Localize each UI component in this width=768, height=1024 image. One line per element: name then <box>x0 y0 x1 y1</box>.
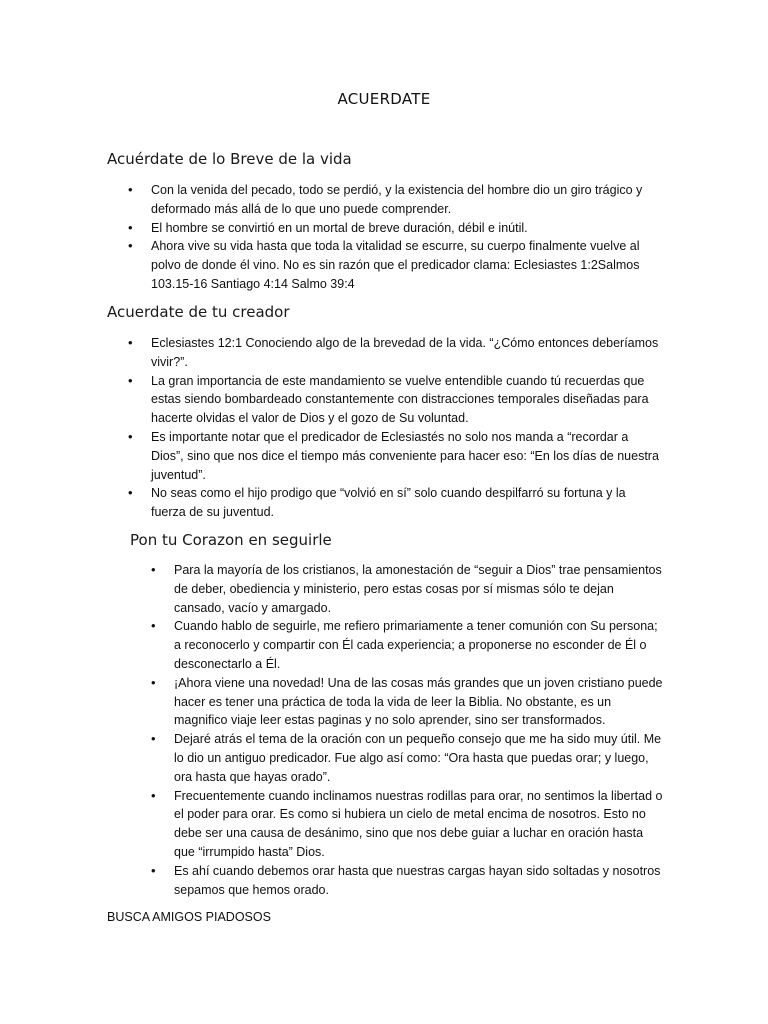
list-item: • ¡Ahora viene una novedad! Una de las cosas más grandes que un joven cristiano puede hacer es tener una práctica de toda la vida de leer la Biblia. No obstante, es un magnifico viaje leer estas paginas y no solo aprender, sino ser transformados. <box>174 674 664 730</box>
list-item: • Cuando hablo de seguirle, me refiero primariamente a tener comunión con Su persona; a reconocerlo y compartir con Él cada experiencia; a proponerse no esconder de Él o desconectarlo a Él. <box>174 617 664 673</box>
list-item: • Frecuentemente cuando inclinamos nuestras rodillas para orar, no sentimos la libertad o el poder para orar. Es como si hubiera un cielo de metal encima de nosotros. Esto no debe ser una causa de desánimo, sino que nos debe guiar a luchar en oración hasta que “irrumpido hasta” Dios. <box>174 787 664 862</box>
list-item: • Ahora vive su vida hasta que toda la vitalidad se escurre, su cuerpo finalmente vuelve al polvo de donde él vino. No es sin razón que el predicador clama: Eclesiastes 1:2Salmos 103.15-16 Santiago 4:14 Salmo 39:4 <box>151 237 661 293</box>
section-heading-seguirle: Pon tu Corazon en seguirle <box>130 531 332 549</box>
bullet-list-breve <box>151 181 661 294</box>
bullet-list-creador <box>151 334 663 522</box>
list-item: • No seas como el hijo prodigo que “volvió en sí” solo cuando despilfarró su fortuna y la fuerza de su juventud. <box>151 484 663 522</box>
list-item: • Eclesiastes 12:1 Conociendo algo de la brevedad de la vida. “¿Cómo entonces deberíamos vivir?”. <box>151 334 663 372</box>
bullet-list-seguirle <box>174 561 664 899</box>
list-item: • Para la mayoría de los cristianos, la amonestación de “seguir a Dios” trae pensamientos de deber, obediencia y ministerio, pero estas cosas por sí mismas sólo te dejan cansado, vacío y amargado. <box>174 561 664 617</box>
list-item: • Dejaré atrás el tema de la oración con un pequeño consejo que me ha sido muy útil. Me lo dio un antiguo predicador. Fue algo así como: “Ora hasta que puedas orar; y luego, ora hasta que hayas orado”. <box>174 730 664 786</box>
list-item: • La gran importancia de este mandamiento se vuelve entendible cuando tú recuerdas que estas siendo bombardeado constantemente con distracciones temporales diseñadas para hacerte olvidas el valor de Dios y el gozo de Su voluntad. <box>151 372 663 428</box>
section-heading-creador: Acuerdate de tu creador <box>107 303 290 321</box>
closing-heading: BUSCA AMIGOS PIADOSOS <box>107 910 271 924</box>
list-item: • Con la venida del pecado, todo se perdió, y la existencia del hombre dio un giro trágico y deformado más allá de lo que uno puede comprender. <box>151 181 661 219</box>
document-title: ACUERDATE <box>337 90 431 108</box>
list-item: • Es importante notar que el predicador de Eclesiastés no solo nos manda a “recordar a Dios”, sino que nos dice el tiempo más conveniente para hacer eso: “En los días de nuestra juventud”. <box>151 428 663 484</box>
list-item: • El hombre se convirtió en un mortal de breve duración, débil e inútil. <box>151 219 661 238</box>
list-item: • Es ahí cuando debemos orar hasta que nuestras cargas hayan sido soltadas y nosotros sepamos que hemos orado. <box>174 862 664 900</box>
section-heading-breve: Acuérdate de lo Breve de la vida <box>107 150 352 168</box>
